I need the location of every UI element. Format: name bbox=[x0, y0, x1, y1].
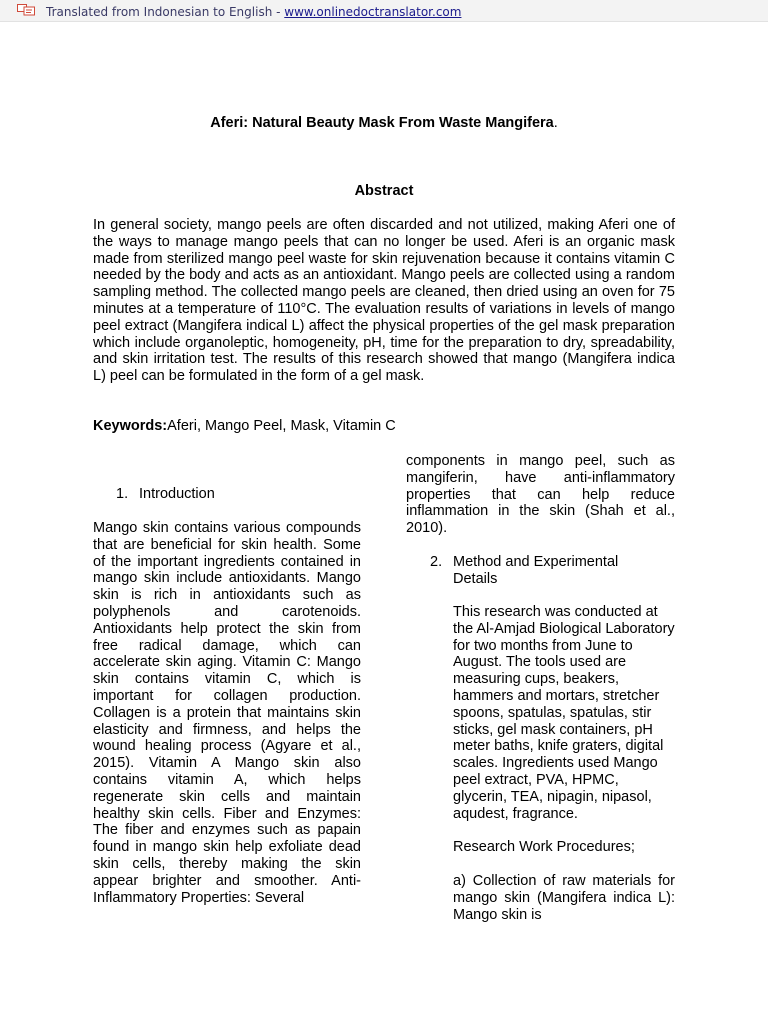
title-period: . bbox=[553, 115, 558, 131]
continuation-paragraph: components in mango peel, such as mangiferin, have anti-inflammatory properties that can help reduce inflammation in the skin (Shah et al., 2010). bbox=[406, 453, 675, 537]
translator-link[interactable]: www.onlinedoctranslator.com bbox=[284, 5, 462, 19]
section-number: 1. bbox=[116, 486, 129, 502]
keywords-value: Aferi, Mango Peel, Mask, Vitamin C bbox=[167, 418, 396, 434]
section-title: Method and Experimental Details bbox=[453, 554, 619, 587]
introduction-paragraph: Mango skin contains various compounds that are beneficial for skin health. Some of the important ingredients contained in mango skin include antioxidants. Mango skin is rich in antioxidants such as polyphenols and carotenoids. Antioxidants help protect the skin from free radical damage, which can accelerate skin aging. Vitamin C: Mango skin contains vitamin C, which is important for collagen production. Collagen is a protein that maintains skin elasticity and firmness, and helps the wound healing process (Agyare et al., 2015). Vitamin A Mango skin also contains vitamin A, which helps regenerate skin cells and maintain healthy skin cells. Fiber and Enzymes: The fiber and enzymes such as papain found in mango skin help exfoliate dead skin cells, thereby making the skin appear brighter and smoother. Anti-Inflammatory Properties: Several bbox=[93, 520, 361, 906]
method-paragraph: This research was conducted at the Al-Amjad Biological Laboratory for two months from June to August. The tools used are measuring cups, beakers, hammers and mortars, stretcher spoons, spatulas, spatulas, stir sticks, gel mask containers, pH meter baths, knife graters, digital scales. Ingredients used Mango peel extract, PVA, HPMC, glycerin, TEA, nipagin, nipasol, aqudest, fragrance. bbox=[453, 604, 675, 822]
translator-logo-icon bbox=[17, 4, 35, 16]
abstract-heading: Abstract bbox=[354, 183, 414, 199]
procedure-step-a: a) Collection of raw materials for mango skin (Mangifera indica L): Mango skin is bbox=[453, 873, 675, 923]
section-number: 2. bbox=[430, 554, 443, 570]
keywords-label: Keywords: bbox=[93, 418, 168, 434]
keywords-line bbox=[93, 418, 675, 434]
title-text: Aferi: Natural Beauty Mask From Waste Mangifera bbox=[210, 115, 554, 131]
banner-prefix: Translated from Indonesian to English - bbox=[46, 5, 285, 19]
procedures-heading: Research Work Procedures; bbox=[453, 839, 635, 855]
section-heading-method bbox=[430, 554, 675, 588]
abstract-body: In general society, mango peels are often discarded and not utilized, making Aferi one of the ways to manage mango peels that can no longer be used. Aferi is an organic mask made from sterilized mango peel waste for skin rejuvenation because it contains vitamin C needed by the body and acts as an antioxidant. Mango peels are collected using a random sampling method. The collected mango peels are cleaned, then dried using an oven for 75 minutes at a temperature of 110°C. The evaluation results of variations in levels of mango peel extract (Mangifera indical L) affect the physical properties of the gel mask preparation which include organoleptic, homogeneity, pH, time for the preparation to dry, spreadability, and skin irritation test. The results of this research showed that mango (Mangifera indica L) peel can be formulated in the form of a gel mask. bbox=[93, 217, 675, 385]
section-title: Introduction bbox=[139, 486, 215, 502]
document-title bbox=[0, 115, 768, 131]
translation-banner bbox=[0, 0, 768, 22]
banner-text bbox=[46, 5, 461, 19]
